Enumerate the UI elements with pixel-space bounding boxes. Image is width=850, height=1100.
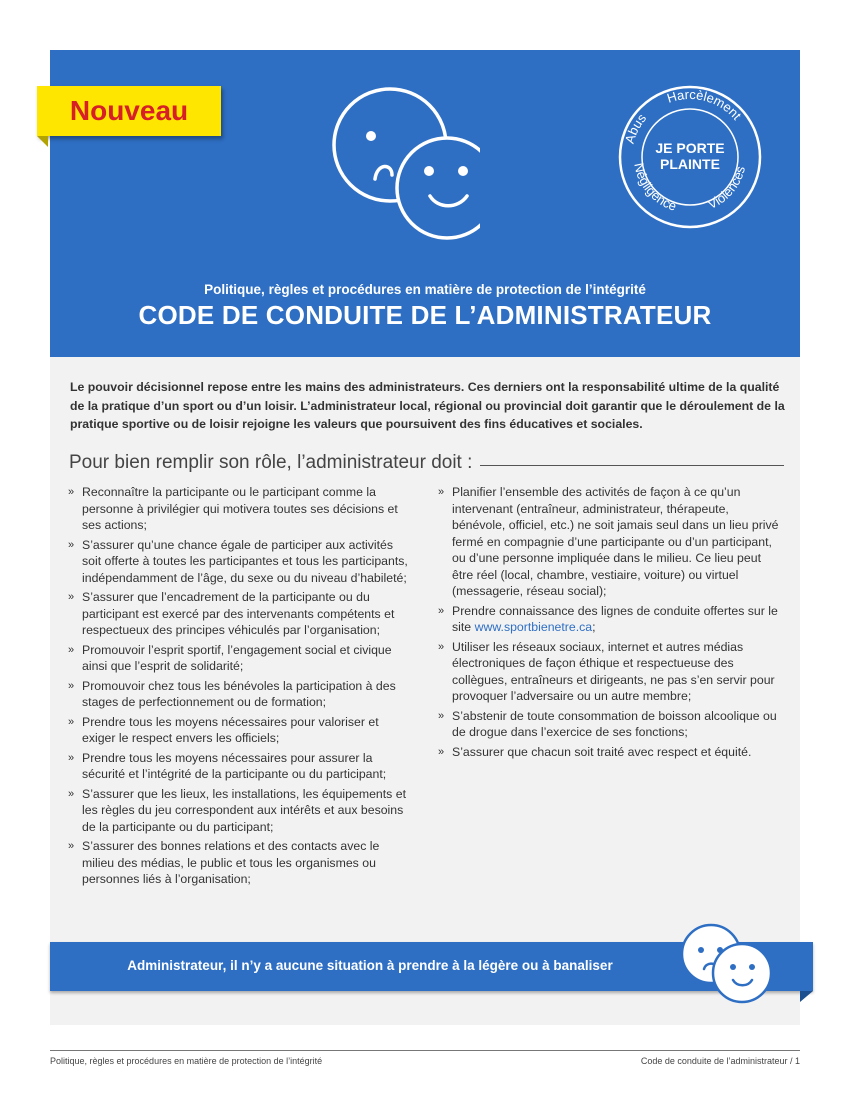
list-item: » Prendre connaissance des lignes de conduite offertes sur le site www.sportbienetre.ca;: [438, 603, 778, 634]
bullet-icon: »: [438, 604, 445, 617]
bullet-icon: »: [68, 643, 75, 656]
section-heading: [69, 452, 784, 474]
list-item: » Reconnaître la participante ou le participant comme la personne à privilégier qui motivera toutes ses décisions et ses actions;: [68, 485, 398, 532]
list-item: » Prendre tous les moyens nécessaires pour assurer la sécurité et l’intégrité de la participante ou du participant;: [68, 750, 387, 781]
small-happy-face-icon: [713, 944, 771, 1002]
seal-word-violences: Violences: [705, 164, 749, 212]
page-footer-right: Code de conduite de l’administrateur / 1: [640, 1056, 800, 1066]
footer-message: Administrateur, il n’y a aucune situation à prendre à la légère ou à banaliser: [127, 958, 613, 973]
bullet-icon: »: [68, 715, 75, 728]
list-item: » Promouvoir chez tous les bénévoles la participation à des stages de perfectionnement ou de formation;: [68, 678, 396, 709]
page-title: CODE DE CONDUITE DE L’ADMINISTRATEUR: [138, 300, 712, 330]
bullet-icon: »: [68, 591, 75, 603]
intro-paragraph: Le pouvoir décisionnel repose entre les mains des administrateurs. Ces derniers ont la responsabilité ultime de la qualité de la pratique d’un sport ou d’un loisir. L’administrateur local, régional ou provincial doit garantir que le déroulement de la pratique sportive ou de loisir rejoigne les valeurs que poursuivent des fins éducatives et sociales.: [70, 380, 785, 431]
seal-word-negligence: Négligence: [631, 161, 679, 214]
list-item: » S’assurer que chacun soit traité avec respect et équité.: [438, 744, 752, 759]
list-item: » S’assurer des bonnes relations et des contacts avec le milieu des médias, le public et tous les organismes ou personnes liés à l’organisation;: [68, 839, 380, 886]
list-item: » Planifier l’ensemble des activités de façon à ce qu’un intervenant (entraîneur, administrateur, thérapeute, bénévole, officiel, etc.) ne soit jamais seul dans un lieu privé fermé en compagnie d’une participante ou d’un participant, ou d’une personne impliquée dans le milieu. Ce lieu peut être réel (local, chambre, vestiaire, voiture) ou virtuel (messagerie, réseau social);: [438, 485, 779, 598]
bullet-icon: »: [438, 486, 445, 498]
page-footer-rule: [50, 1050, 800, 1051]
complaint-seal-icon: [618, 85, 763, 230]
badge-fold: [37, 136, 48, 147]
bullet-icon: »: [68, 840, 75, 852]
seal-center-line2: PLAINTE: [660, 156, 720, 172]
happy-face-icon: [397, 138, 480, 238]
list-item: » Utiliser les réseaux sociaux, internet et autres médias électroniques de façon éthique et respectueuse des collègues, entraîneurs et dirigeants, ne pas s’en servir pour provoquer l’adversaire ou un autre membre;: [438, 639, 775, 703]
bullet-icon: »: [68, 486, 75, 498]
seal-word-harcelement: Harcèlement: [665, 86, 745, 123]
footer-band-fold: [800, 991, 813, 1002]
seal-center-line1: JE PORTE: [655, 140, 725, 156]
section-heading-rule: [480, 465, 784, 466]
faces-illustration: [330, 85, 480, 245]
list-item: » Promouvoir l’esprit sportif, l’engagement social et civique ainsi que l’esprit de solidarité;: [68, 642, 392, 673]
bullet-icon: »: [68, 751, 75, 764]
list-item: » Prendre tous les moyens nécessaires pour valoriser et exiger le respect envers les officiels;: [68, 714, 379, 745]
list-item: » S’assurer que l’encadrement de la participante ou du participant est exercé par des intervenants compétents et respectueux des principes véhiculés par l’organisation;: [68, 590, 395, 637]
page-footer-left: Politique, règles et procédures en matière de protection de l’intégrité: [50, 1056, 323, 1066]
bullet-icon: »: [438, 640, 445, 653]
duties-list-left: [68, 484, 413, 891]
bullet-icon: »: [438, 709, 445, 722]
bullet-icon: »: [68, 679, 75, 692]
list-item: » S’assurer que les lieux, les installations, les équipements et les règles du jeu correspondent aux intérêts et aux besoins de la participante ou du participant;: [68, 786, 406, 834]
section-heading-text: Pour bien remplir son rôle, l’administrateur doit :: [69, 452, 473, 473]
list-item: » S’assurer qu’une chance égale de participer aux activités soit offerte à toutes les participantes et tous les participants, indépendamment de l’âge, du sexe ou du niveau d’habileté;: [68, 537, 408, 585]
seal-word-abus: Abus: [621, 110, 650, 146]
duties-list-right: [438, 484, 783, 763]
sportbienetre-link[interactable]: www.sportbienetre.ca: [474, 620, 593, 634]
header-subtitle: Politique, règles et procédures en matière de protection de l’intégrité: [204, 282, 646, 297]
small-faces-illustration: [680, 922, 780, 1007]
bullet-icon: »: [68, 787, 75, 800]
list-item: » S’abstenir de toute consommation de boisson alcoolique ou de drogue dans l’exercice de ses fonctions;: [438, 708, 777, 739]
bullet-icon: »: [438, 745, 445, 758]
bullet-icon: »: [68, 538, 75, 551]
new-badge: Nouveau: [37, 86, 221, 136]
